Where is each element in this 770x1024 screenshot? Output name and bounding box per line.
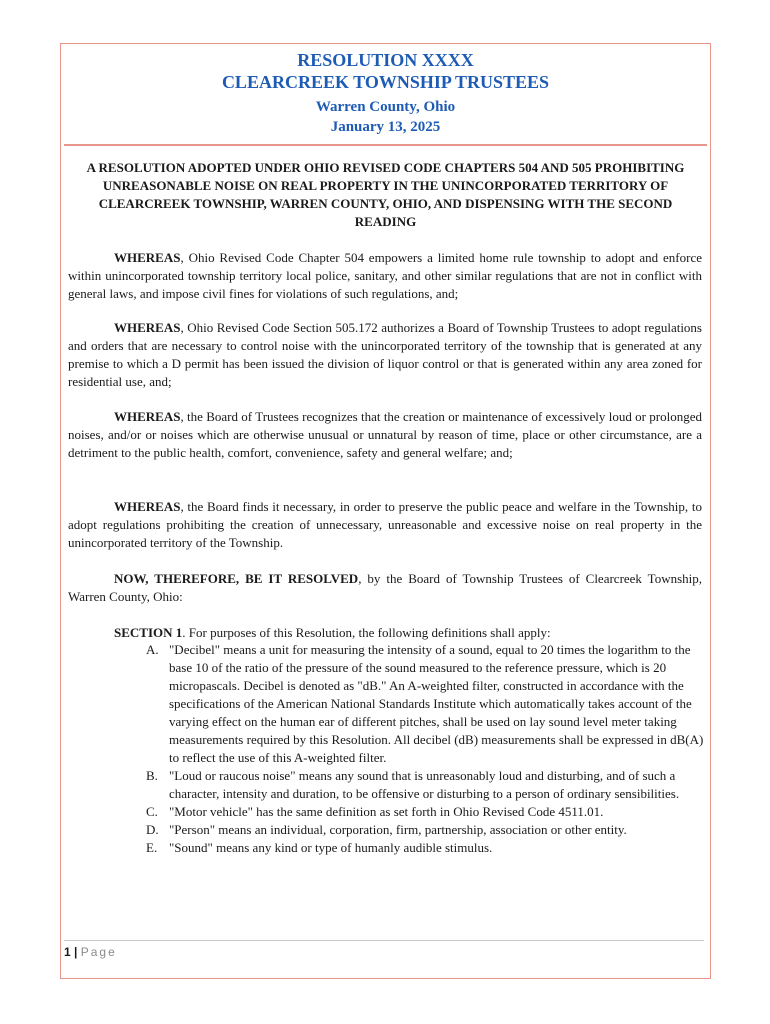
definition-item xyxy=(146,641,704,767)
resolution-header xyxy=(64,47,707,146)
section-lead: SECTION 1 xyxy=(114,625,183,640)
definition-text: "Person" means an individual, corporation, firm, partnership, association or other entity. xyxy=(169,822,627,837)
definitions-list xyxy=(146,641,704,857)
whereas-paragraph-1 xyxy=(68,249,702,303)
definition-letter: B. xyxy=(146,768,158,783)
resolution-title: RESOLUTION XXXX xyxy=(297,50,474,70)
section-text: . For purposes of this Resolution, the following definitions shall apply: xyxy=(182,625,551,640)
paragraph-text: , the Board finds it necessary, in order to preserve the public peace and welfare in the Township, to adopt regulations prohibiting the creation of unnecessary, unreasonable and excessive noise on real property in the unincorporated territory of the Township. xyxy=(68,499,702,550)
paragraph-text: , the Board of Trustees recognizes that the creation or maintenance of excessively loud or prolonged noises, and/or or noises which are otherwise unusual or unnatural by reason of time, place or other circumstance, are a detriment to the public health, comfort, convenience, safety and general welfare; and; xyxy=(68,409,702,460)
section-1-heading xyxy=(114,624,704,642)
definition-letter: D. xyxy=(146,822,159,837)
paragraph-lead: WHEREAS xyxy=(114,409,181,424)
paragraph-text: , Ohio Revised Code Chapter 504 empowers a limited home rule township to adopt and enforce within unincorporated township territory local police, sanitary, and other similar regulations that are not in conflict with general laws, and impose civil fines for violations of such regulations, and; xyxy=(68,250,702,301)
trustees-title: CLEARCREEK TOWNSHIP TRUSTEES xyxy=(221,72,550,92)
paragraph-lead: WHEREAS xyxy=(114,320,181,335)
resolution-heading: A RESOLUTION ADOPTED UNDER OHIO REVISED CODE CHAPTERS 504 AND 505 PROHIBITING UNREASONABLE NOISE ON REAL PROPERTY IN THE UNINCORPORATED TERRITORY OF CLEARCREEK TOWNSHIP, WARREN COUNTY, OHIO, AND DISPENSING WITH THE SECOND READING xyxy=(86,160,685,229)
paragraph-lead: WHEREAS xyxy=(114,499,181,514)
footer-divider xyxy=(64,940,704,941)
date-line: January 13, 2025 xyxy=(330,119,441,135)
definition-letter: E. xyxy=(146,840,158,855)
definition-item xyxy=(146,803,704,821)
county-line: Warren County, Ohio xyxy=(315,99,456,115)
footer-separator: | xyxy=(70,945,81,959)
definition-letter: A. xyxy=(146,642,159,657)
whereas-paragraph-2 xyxy=(68,319,702,391)
whereas-paragraph-3 xyxy=(68,408,702,462)
page-label: Page xyxy=(80,945,117,959)
definition-item xyxy=(146,839,704,857)
page-number: 1 xyxy=(64,945,71,959)
definition-text: "Loud or raucous noise" means any sound that is unreasonably loud and disturbing, and of such a character, intensity and duration, to be offensive or disturbing to a person of ordinary sensibilities. xyxy=(169,768,680,801)
page-footer xyxy=(64,945,117,959)
definition-text: "Motor vehicle" has the same definition as set forth in Ohio Revised Code 4511.01. xyxy=(169,804,604,819)
whereas-paragraph-4 xyxy=(68,498,702,552)
definition-letter: C. xyxy=(146,804,158,819)
definition-text: "Decibel" means a unit for measuring the intensity of a sound, equal to 20 times the logarithm to the base 10 of the ratio of the pressure of the sound measured to the reference pressure, which is 20 micropascals. Decibel is denoted as "dB." An A-weighted filter, constructed in accordance with the specifications of the American National Standards Institute which automatically takes account of the varying effect on the human ear of different pitches, shall be used on lay sound level meter taking measurements required by this Resolution. All decibel (dB) measurements shall be expressed in dB(A) to reflect the use of this A-weighted filter. xyxy=(169,642,704,765)
definition-item xyxy=(146,821,704,839)
resolved-paragraph xyxy=(68,570,702,606)
paragraph-lead: WHEREAS xyxy=(114,250,181,265)
paragraph-lead: NOW, THEREFORE, BE IT RESOLVED xyxy=(114,571,359,586)
definition-item xyxy=(146,767,704,803)
paragraph-text: , by the Board of Township Trustees of Clearcreek Township, Warren County, Ohio: xyxy=(68,571,702,604)
paragraph-text: , Ohio Revised Code Section 505.172 authorizes a Board of Township Trustees to adopt regulations and orders that are necessary to control noise with the unincorporated territory of the township that is generated at any premise to which a D permit has been issued the division of liquor control or that is generated within any area zoned for residential use, and; xyxy=(68,320,702,389)
definition-text: "Sound" means any kind or type of humanly audible stimulus. xyxy=(169,840,493,855)
